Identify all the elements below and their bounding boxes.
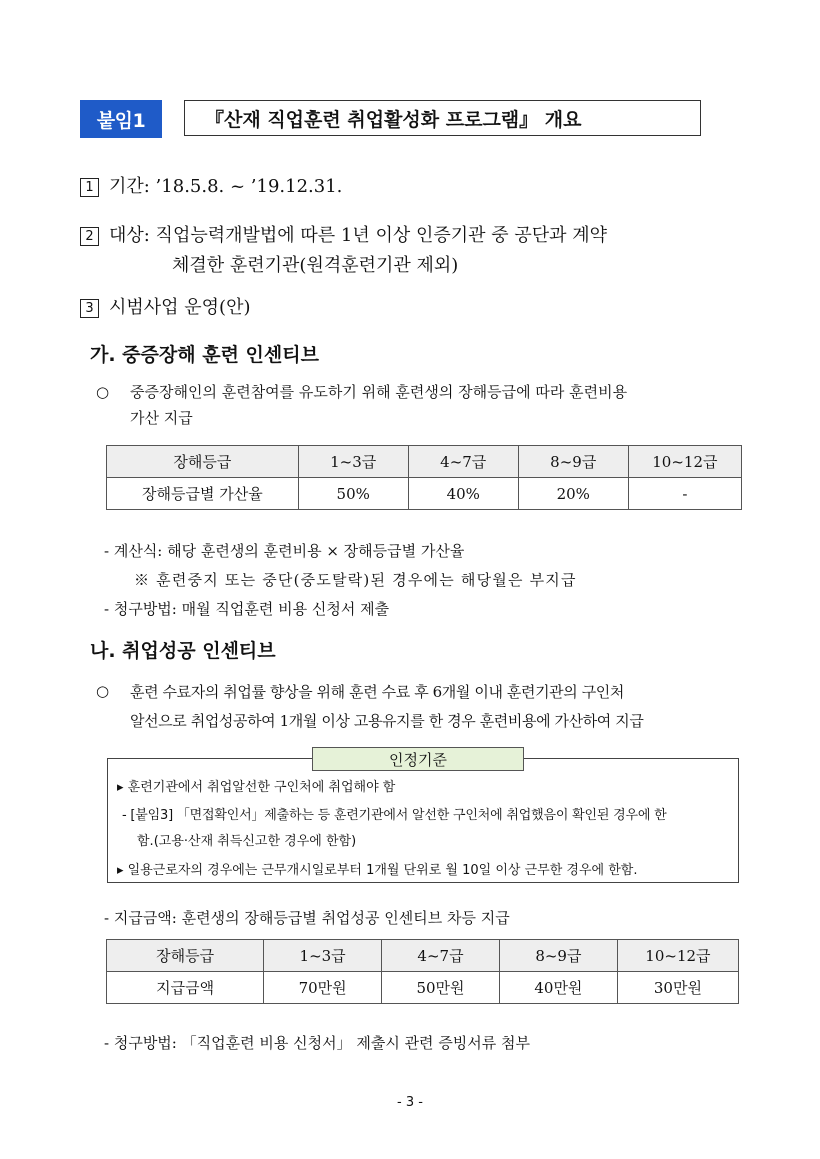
table-cell: 40만원 [499,972,617,1004]
criteria-item: ▸ 일용근로자의 경우에는 근무개시일로부터 1개월 단위로 월 10일 이상 근무한 경우에 한함. [117,863,638,878]
bullet-circle-icon: ○ [96,682,110,700]
document-title: 『산재 직업훈련 취업활성화 프로그램』 개요 [184,100,701,136]
table-header-cell: 4~7급 [382,940,500,972]
section-target [80,221,607,247]
criteria-subitem-cont: 함.(고용·산재 취득신고한 경우에 한함) [137,834,357,849]
payment-amount-text: - 지급금액: 훈련생의 장해등급별 취업성공 인센티브 차등 지급 [104,909,510,927]
criteria-subitem: - [붙임3] 「면접확인서」제출하는 등 훈련기관에서 알선한 구인처에 취업했음이 확인된 경우에 한 [122,808,667,823]
page-number: - 3 - [397,1095,423,1110]
table-cell: 장해등급별 가산율 [107,478,299,510]
table-cell: 50% [298,478,408,510]
table-header-cell: 장해등급 [107,940,264,972]
claim-method-a: - 청구방법: 매월 직업훈련 비용 신청서 제출 [104,600,390,618]
table-cell: 50만원 [382,972,500,1004]
subsection-a-title: 가. 중증장해 훈련 인센티브 [90,344,319,366]
section-number: 1 [80,178,99,197]
subsection-a-desc [130,379,745,431]
severity-rate-table [106,445,742,510]
claim-method-b: - 청구방법: 「직업훈련 비용 신청서」 제출시 관련 증빙서류 첨부 [104,1034,531,1052]
subsection-b-title: 나. 취업성공 인센티브 [90,640,276,662]
criteria-item: ▸ 훈련기관에서 취업알선한 구인처에 취업해야 함 [117,780,396,795]
desc-line: 알선으로 취업성공하여 1개월 이상 고용유지를 한 경우 훈련비용에 가산하여 지급 [130,712,644,730]
section-text: 기간: ’18.5.8. ~ ’19.12.31. [109,176,343,197]
table-header-cell: 10~12급 [617,940,738,972]
table-header-cell: 10~12급 [628,446,741,478]
attachment-badge: 붙임1 [80,100,162,138]
section-text: 대상: 직업능력개발법에 따른 1년 이상 인증기관 중 공단과 계약 [109,225,607,246]
table-cell: 70만원 [264,972,382,1004]
section-text: 시범사업 운영(안) [109,297,251,318]
section-number: 2 [80,227,99,246]
payment-amount-table [106,939,739,1004]
table-cell: 30만원 [617,972,738,1004]
table-cell: - [628,478,741,510]
section-period [80,172,342,198]
criteria-label: 인정기준 [312,747,524,771]
subsection-b-desc [130,678,745,736]
bullet-circle-icon: ○ [96,383,110,401]
section-pilot [80,293,250,319]
exception-note: ※ 훈련중지 또는 중단(중도탈락)된 경우에는 해당월은 부지급 [134,571,577,589]
desc-line: 중증장해인의 훈련참여를 유도하기 위해 훈련생의 장해등급에 따라 훈련비용 [130,383,628,401]
table-cell: 지급금액 [107,972,264,1004]
table-header-cell: 8~9급 [518,446,628,478]
table-header-cell: 장해등급 [107,446,299,478]
table-header-row [107,940,739,972]
table-header-cell: 1~3급 [264,940,382,972]
table-cell: 20% [518,478,628,510]
table-header-cell: 4~7급 [408,446,518,478]
desc-line: 훈련 수료자의 취업률 향상을 위해 훈련 수료 후 6개월 이내 훈련기관의 구인처 [130,683,624,701]
formula-text: - 계산식: 해당 훈련생의 훈련비용 × 장해등급별 가산율 [104,542,465,560]
table-header-cell: 8~9급 [499,940,617,972]
table-cell: 40% [408,478,518,510]
desc-line: 가산 지급 [130,409,193,427]
table-header-row [107,446,742,478]
section-target-line2: 체결한 훈련기관(원격훈련기관 제외) [172,255,459,276]
table-row [107,478,742,510]
table-header-cell: 1~3급 [298,446,408,478]
table-row [107,972,739,1004]
section-number: 3 [80,299,99,318]
